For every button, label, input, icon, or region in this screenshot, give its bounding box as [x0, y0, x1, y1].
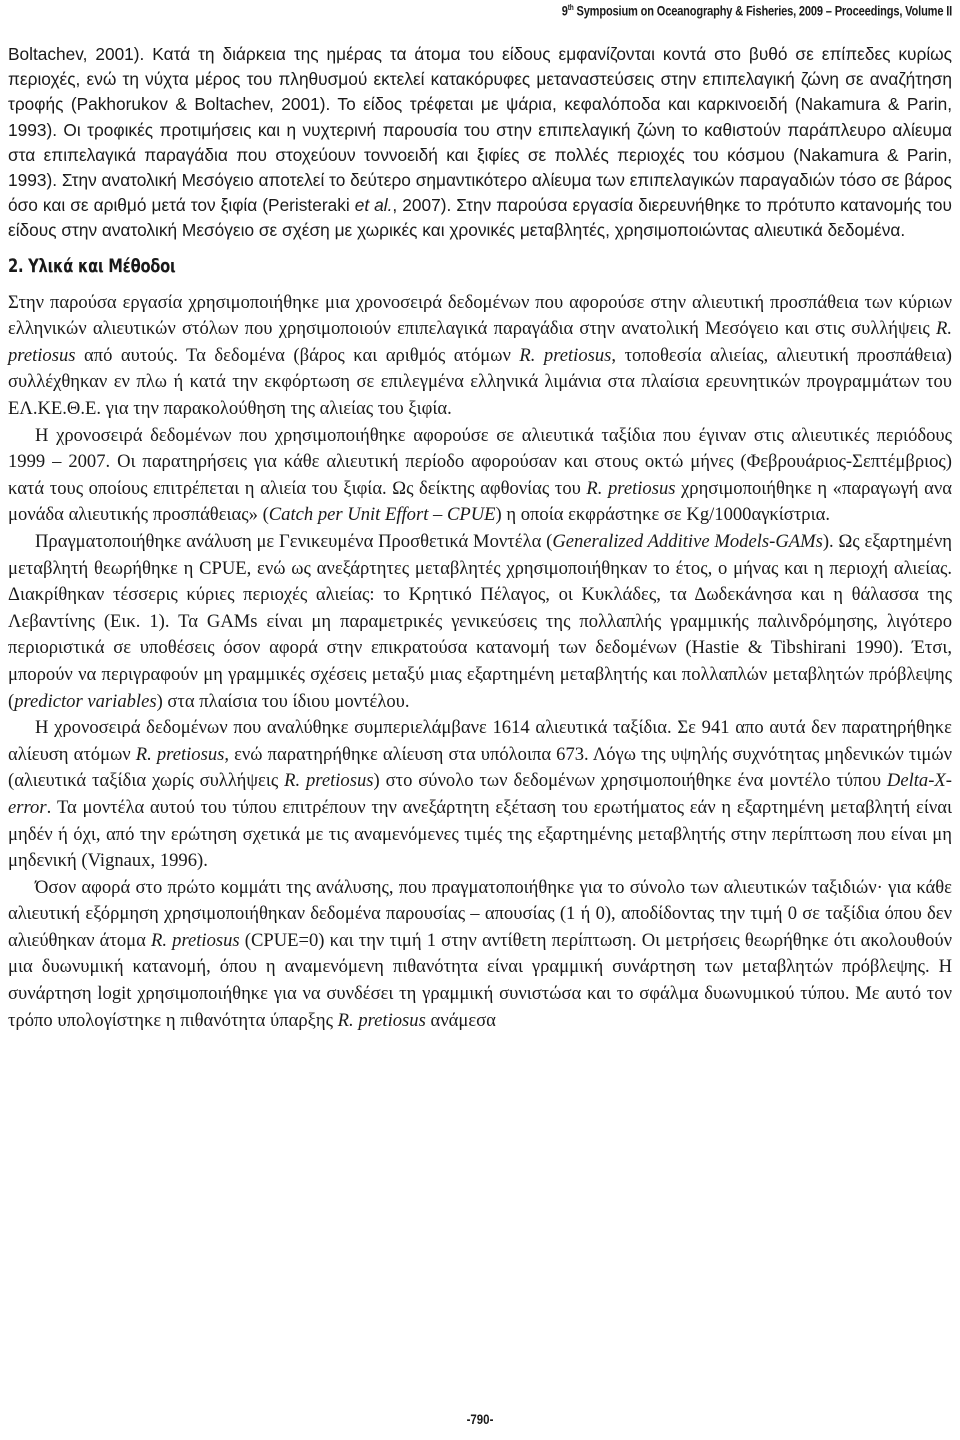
section-heading: 2. Υλικά και Μέθοδοι: [8, 254, 176, 277]
header-ordinal: th: [567, 3, 574, 12]
intro-paragraph: Boltachev, 2001). Κατά τη διάρκεια της ημέρας τα άτομα του είδους εμφανίζονται κοντά στο βυθό σε επίπεδες κυρίως περιοχές, ενώ τη νύχτα μέρος του πληθυσμού εκτελεί κατακόρυφες μεταναστεύσεις στην επιπελαγική ζώνη σε αναζήτηση τροφής (Pakhorukov & Boltachev, 2001). Το είδος τρέφεται με ψάρια, κεφαλόποδα και καρκινοειδή (Nakamura & Parin, 1993). Οι τροφικές προτιμήσεις και η νυχτερινή παρουσία του στην επιπελαγική ζώνη το καθιστούν παράπλευρο αλίευμα στα επιπελαγικά παραγάδια που στοχεύουν τοννοειδή και ξιφίες σε πολλές περιοχές του κόσμου (Nakamura & Parin, 1993). Στην ανατολική Μεσόγειο αποτελεί το δεύτερο σημαντικότερο αλίευμα των επιπελαγικών παραγαδιών τόσο σε βάρος όσο και σε αριθμό μετά τον ξιφία (Peristeraki et al., 2007). Στην παρούσα εργασία διερευνήθηκε το πρότυπο κατανομής του είδους στην ανατολική Μεσόγειο σε σχέση με χωρικές και χρονικές μεταβλητές, χρησιμοποιώντας αλιευτικά δεδομένα.: [8, 44, 952, 241]
body-paragraph-3: Πραγματοποιήθηκε ανάλυση με Γενικευμένα Προσθετικά Μοντέλα (Generalized Additive Models-GAMs). Ως εξαρτημένη μεταβλητή θεωρήθηκε η CPUE, ενώ ως ανεξάρτητες μεταβλητές χρησιμοποιήθηκαν το έτος, ο μήνας και η περιοχή αλιείας. Διακρίθηκαν τέσσερις κύριες περιοχές αλιείας: το Κρητικό Πέλαγος, οι Κυκλάδες, τα Δωδεκάνησα και η θάλασσα της Λεβαντίνης (Εικ. 1). Τα GAMs είναι μη παραμετρικές γενικεύσεις της πολλαπλής γραμμικής παλινδρόμησης, λιγότερο περιοριστικά σε υποθέσεις όσον αφορά στην επικρατούσα κατανομή των δεδομένων (Hastie & Tibshirani 1990). Έτσι, μπορούν να περιγραφούν μη γραμμικές σχέσεις μεταξύ μιας εξαρτημένη μεταβλητής και πολλαπλών μεταβλητών πρόβλεψης (predictor variables) στα πλαίσια του ίδιου μοντέλου.: [8, 530, 952, 712]
page-number: -790-: [466, 1412, 494, 1427]
body-paragraph-4: Η χρονοσειρά δεδομένων που αναλύθηκε συμπεριελάμβανε 1614 αλιευτικά ταξίδια. Σε 941 απο αυτά δεν παρατηρήθηκε αλίευση ατόμων R. pretiosus, ενώ παρατηρήθηκε αλίευση στα υπόλοιπα 673. Λόγω της υψηλής συχνότητας μηδενικών τιμών (αλιευτικά ταξίδια χωρίς συλλήψεις R. pretiosus) στο σύνολο των δεδομένων χρησιμοποιήθηκε ένα μοντέλο τύπου Delta-X-error. Τα μοντέλα αυτού του τύπου επιτρέπουν την ανεξάρτητη εξέταση του ερωτήματος εάν η εξαρτημένη μεταβλητή είναι μηδέν ή όχι, από την ερώτηση σχετικά με τις αναμενόμενες τιμές της εξαρτημένης μεταβλητής στην περίπτωση που είναι μη μηδενική (Vignaux, 1996).: [8, 717, 952, 872]
body-paragraph-2: Η χρονοσειρά δεδομένων που χρησιμοποιήθηκε αφορούσε σε αλιευτικά ταξίδια που έγιναν στις αλιευτικές περιόδους 1999 – 2007. Οι παρατηρήσεις για κάθε αλιευτική περίοδο αφορούσαν και στους οκτώ μήνες (Φεβρουάριος-Σεπτέμβριος) κατά τους οποίους επιτρέπεται η αλιεία του ξιφία. Ως δείκτης αφθονίας του R. pretiosus χρησιμοποιήθηκε η «παραγωγή ανα μονάδα αλιευτικής προσπάθειας» (Catch per Unit Effort – CPUE) η οποία εκφράστηκε σε Kg/1000αγκίστρια.: [8, 424, 952, 526]
header-number: 9: [561, 3, 568, 19]
body-paragraph-5: Όσον αφορά στο πρώτο κομμάτι της ανάλυσης, που πραγματοποιήθηκε για το σύνολο των αλιευτικών ταξιδιών· για κάθε αλιευτική εξόρμηση χρησιμοποιήθηκαν δεδομένα παρουσίας – απουσίας (1 ή 0), αποδίδοντας την τιμή 0 σε ταξίδια όπου δεν αλιεύθηκαν άτομα R. pretiosus (CPUE=0) και την τιμή 1 στην αντίθετη περίπτωση. Οι μετρήσεις θεωρήθηκε ότι ακολουθούν μια δυωνυμική κατανομή, όπου η αναμενόμενη πιθανότητα είναι γραμμική συνάρτηση των μεταβλητών πρόβλεψης. Η συνάρτηση logit χρησιμοποιήθηκε για να συνδέσει τη γραμμική συνιστώσα και το σφάλμα δυωνυμικού τύπου. Με αυτό τον τρόπο υπολογίστηκε η πιθανότητα ύπαρξης R. pretiosus ανάμεσα: [8, 876, 952, 1031]
running-header: [562, 3, 952, 19]
body-paragraph-1: Στην παρούσα εργασία χρησιμοποιήθηκε μια χρονοσειρά δεδομένων που αφορούσε στην αλιευτική προσπάθεια των κύριων ελληνικών αλιευτικών στόλων που χρησιμοποιούν επιπελαγικά παραγάδια στην ανατολική Μεσόγειο και στις συλλήψεις R. pretiosus από αυτούς. Τα δεδομένα (βάρος και αριθμός ατόμων R. pretiosus, τοποθεσία αλιείας, αλιευτική προσπάθεια) συλλέχθηκαν εν πλω ή κατά την εκφόρτωση σε επιλεγμένα ελληνικά λιμάνια στα πλαίσια ερευνητικών προγραμμάτων του ΕΛ.ΚΕ.Θ.Ε. για την παρακολούθηση της αλιείας του ξιφία.: [8, 291, 953, 419]
page-body: [8, 42, 952, 1034]
header-title: Symposium on Oceanography & Fisheries, 2009 – Proceedings, Volume II: [573, 3, 952, 19]
